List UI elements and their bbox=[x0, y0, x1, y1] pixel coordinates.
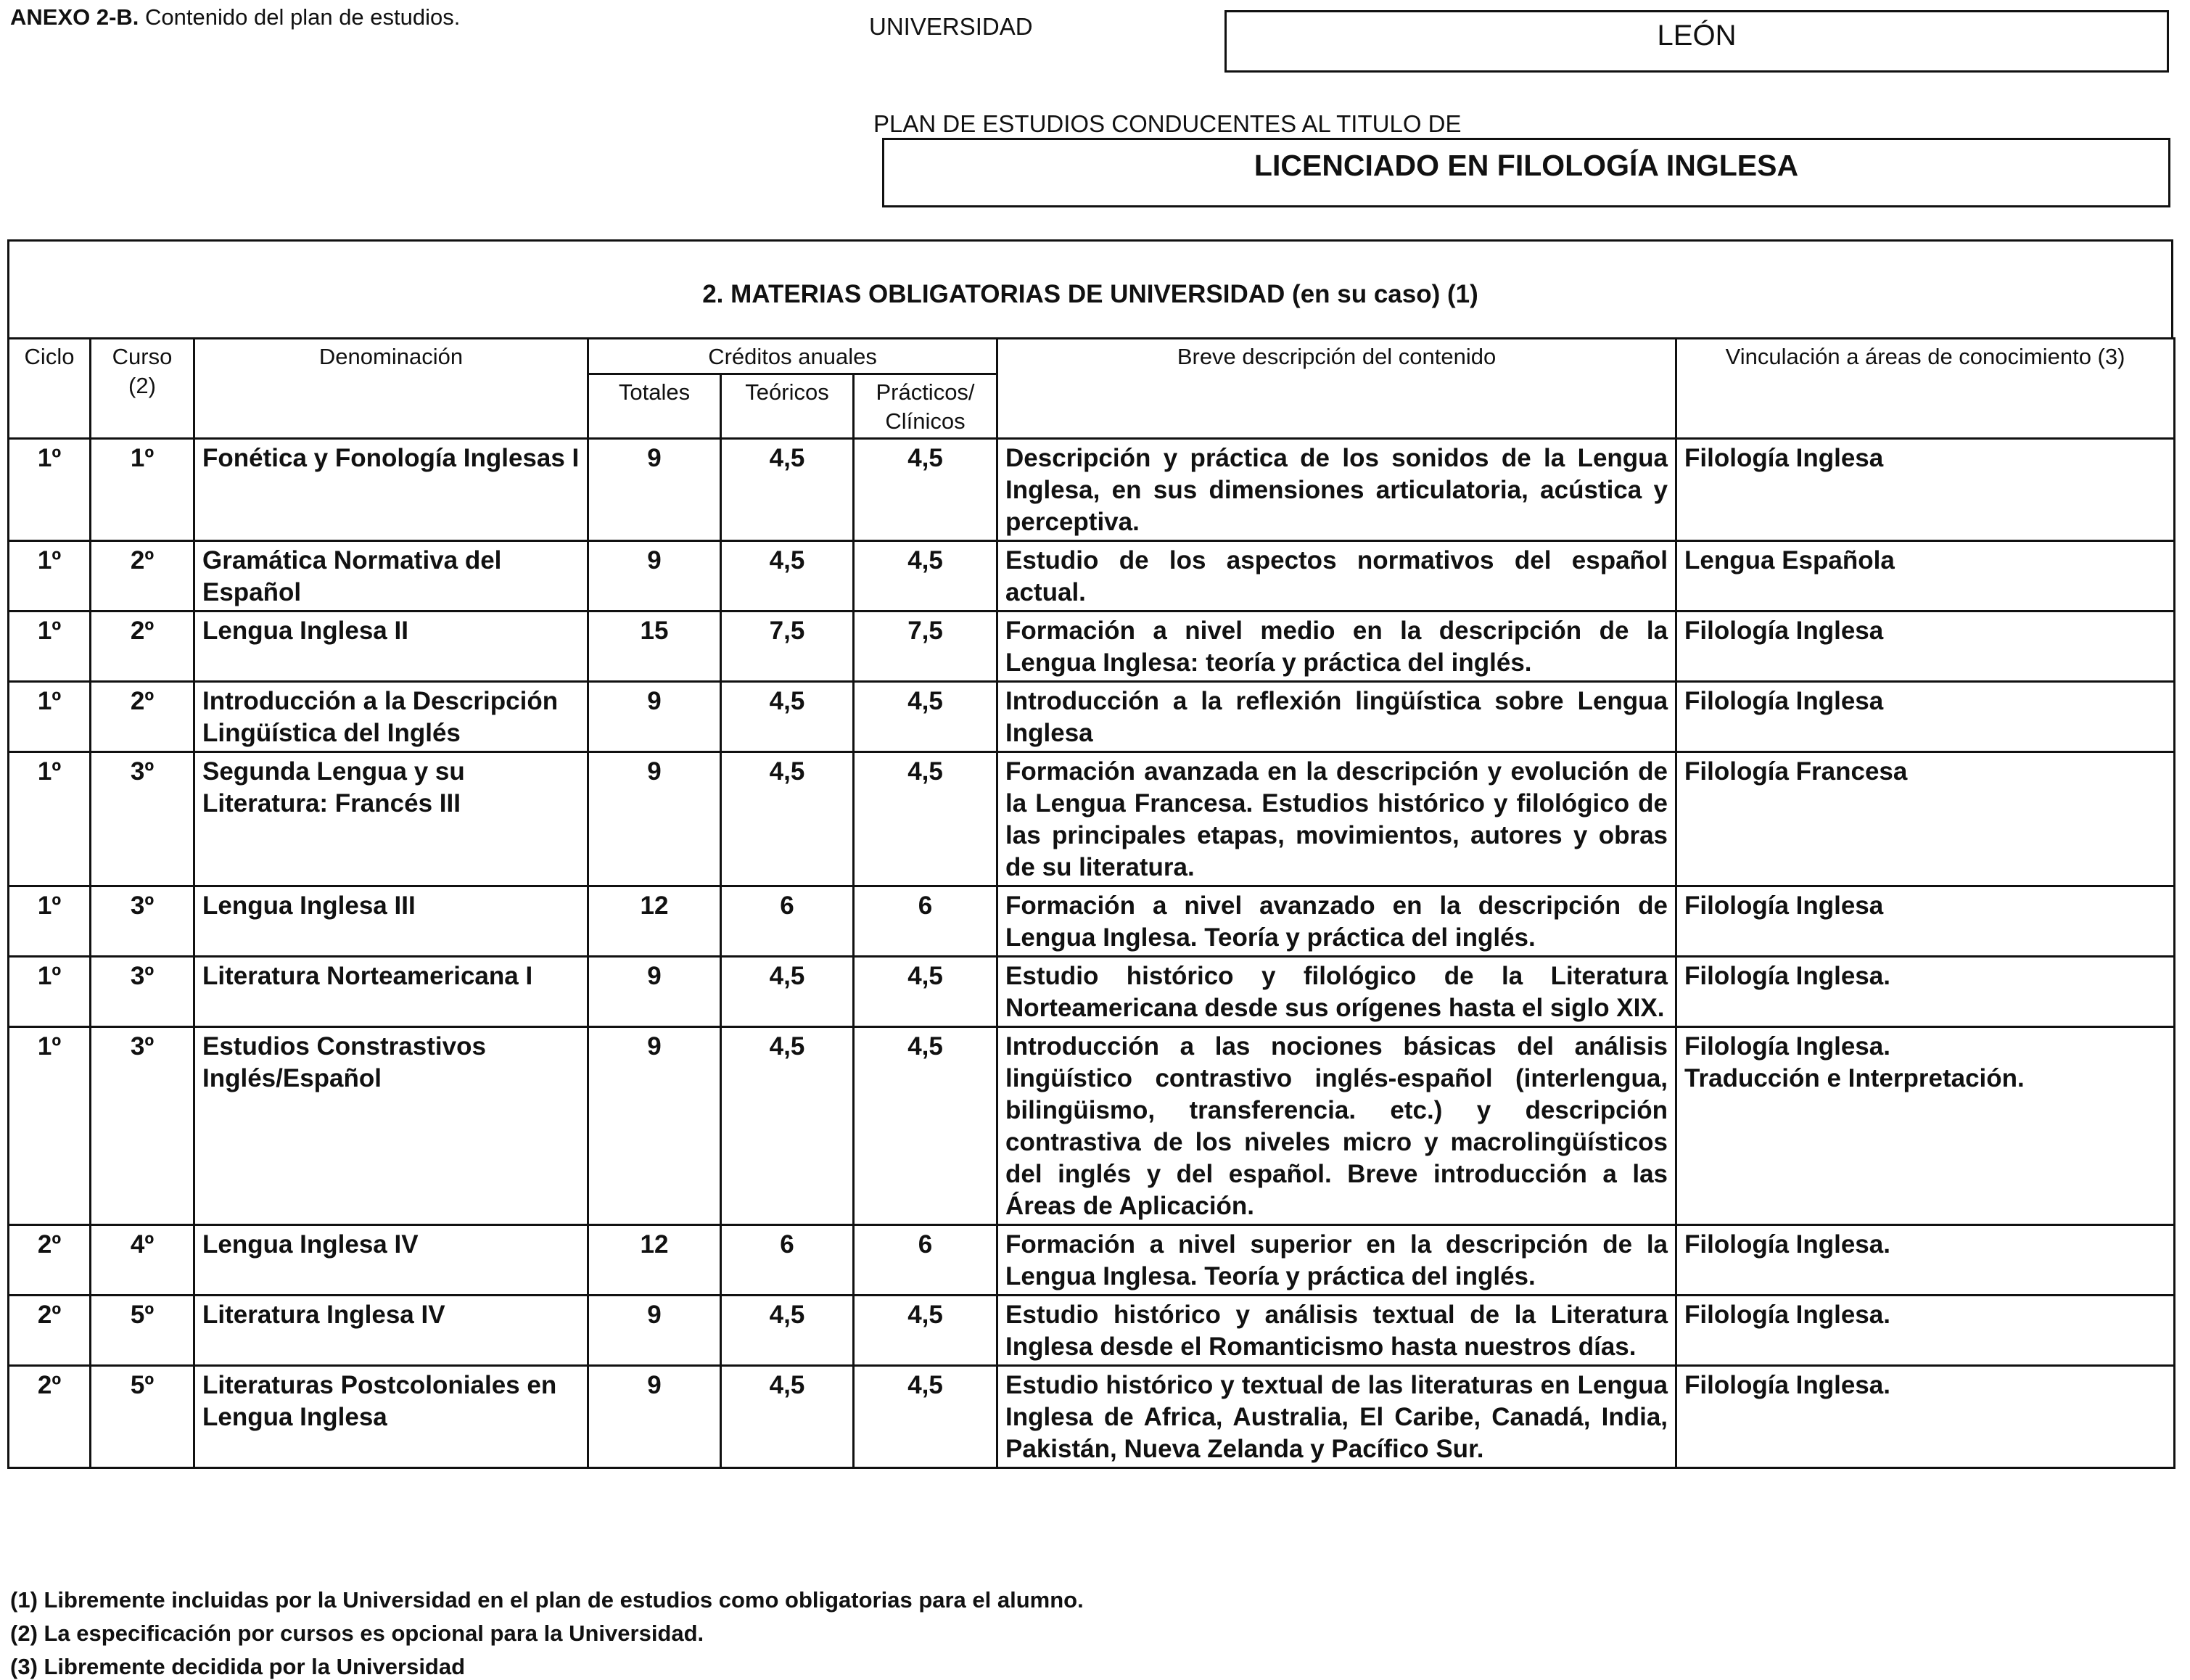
cell-vinculacion: Filología Inglesa bbox=[1676, 612, 2175, 682]
cell-ciclo: 1º bbox=[9, 612, 91, 682]
cell-curso: 3º bbox=[91, 957, 194, 1027]
table-header-row bbox=[9, 339, 2175, 374]
cell-denominacion: Literatura Norteamericana I bbox=[194, 957, 588, 1027]
cell-practicos: 4,5 bbox=[854, 1027, 997, 1225]
cell-totales: 9 bbox=[588, 439, 721, 541]
cell-curso: 3º bbox=[91, 1027, 194, 1225]
cell-vinculacion: Filología Inglesa bbox=[1676, 682, 2175, 752]
cell-curso: 3º bbox=[91, 886, 194, 957]
cell-descripcion: Estudio de los aspectos normativos del español actual. bbox=[997, 541, 1676, 612]
cell-vinculacion bbox=[1676, 1027, 2175, 1225]
cell-teoricos: 4,5 bbox=[721, 682, 854, 752]
cell-ciclo: 1º bbox=[9, 682, 91, 752]
col-header-totales: Totales bbox=[588, 374, 721, 439]
footnote: (2) La especificación por cursos es opcional para la Universidad. bbox=[10, 1621, 704, 1646]
cell-denominacion: Segunda Lengua y su Literatura: Francés III bbox=[194, 752, 588, 886]
cell-totales: 9 bbox=[588, 1027, 721, 1225]
cell-ciclo: 2º bbox=[9, 1296, 91, 1366]
col-header-vinculacion: Vinculación a áreas de conocimiento (3) bbox=[1676, 339, 2175, 439]
table-row bbox=[9, 1366, 2175, 1468]
curso-note: (2) bbox=[128, 373, 156, 398]
cell-vinculacion: Filología Inglesa. bbox=[1676, 957, 2175, 1027]
cell-curso: 2º bbox=[91, 682, 194, 752]
cell-denominacion: Estudios Constrastivos Inglés/Español bbox=[194, 1027, 588, 1225]
cell-ciclo: 1º bbox=[9, 541, 91, 612]
cell-vinculacion: Filología Inglesa bbox=[1676, 439, 2175, 541]
cell-descripcion: Estudio histórico y textual de las literaturas en Lengua Inglesa de Africa, Australia, El Caribe, Canadá, India, Pakistán, Nueva Zelanda y Pacífico Sur. bbox=[997, 1366, 1676, 1468]
table-row bbox=[9, 541, 2175, 612]
cell-denominacion: Introducción a la Descripción Lingüística del Inglés bbox=[194, 682, 588, 752]
col-header-ciclo: Ciclo bbox=[9, 339, 91, 439]
cell-totales: 12 bbox=[588, 886, 721, 957]
annex-label: ANEXO 2-B. bbox=[10, 4, 139, 30]
cell-practicos: 6 bbox=[854, 886, 997, 957]
cell-teoricos: 4,5 bbox=[721, 752, 854, 886]
table-row bbox=[9, 957, 2175, 1027]
cell-descripcion: Formación avanzada en la descripción y evolución de la Lengua Francesa. Estudios histórico y filológico de las principales etapas, movimientos, autores y obras de su literatura. bbox=[997, 752, 1676, 886]
cell-teoricos: 4,5 bbox=[721, 957, 854, 1027]
cell-teoricos: 4,5 bbox=[721, 1296, 854, 1366]
cell-curso: 2º bbox=[91, 612, 194, 682]
cell-totales: 15 bbox=[588, 612, 721, 682]
table-row bbox=[9, 612, 2175, 682]
cell-teoricos: 6 bbox=[721, 886, 854, 957]
cell-practicos: 7,5 bbox=[854, 612, 997, 682]
annex-text: Contenido del plan de estudios. bbox=[145, 4, 461, 30]
plan-label: PLAN DE ESTUDIOS CONDUCENTES AL TITULO DE bbox=[873, 110, 1462, 137]
cell-practicos: 4,5 bbox=[854, 1296, 997, 1366]
cell-teoricos: 4,5 bbox=[721, 439, 854, 541]
cell-descripcion: Formación a nivel superior en la descripción de la Lengua Inglesa. Teoría y práctica del inglés. bbox=[997, 1225, 1676, 1296]
university-value: LEÓN bbox=[1657, 20, 1737, 52]
cell-teoricos: 7,5 bbox=[721, 612, 854, 682]
cell-descripcion: Introducción a las nociones básicas del análisis lingüístico contrastivo inglés-español (interlengua, bilingüismo, transferencia. etc.) y descripción contrastiva de los niveles micro y macrolingüísticos del inglés y del español. Breve introducción a las Áreas de Aplicación. bbox=[997, 1027, 1676, 1225]
cell-teoricos: 6 bbox=[721, 1225, 854, 1296]
cell-practicos: 4,5 bbox=[854, 439, 997, 541]
cell-practicos: 4,5 bbox=[854, 541, 997, 612]
cell-denominacion: Gramática Normativa del Español bbox=[194, 541, 588, 612]
table-row bbox=[9, 1225, 2175, 1296]
cell-curso: 5º bbox=[91, 1296, 194, 1366]
cell-descripcion: Estudio histórico y filológico de la Literatura Norteamericana desde sus orígenes hasta el siglo XIX. bbox=[997, 957, 1676, 1027]
cell-ciclo: 1º bbox=[9, 439, 91, 541]
cell-denominacion: Lengua Inglesa IV bbox=[194, 1225, 588, 1296]
cell-vinculacion: Filología Inglesa. bbox=[1676, 1366, 2175, 1468]
cell-vinculacion: Filología Inglesa. bbox=[1676, 1296, 2175, 1366]
cell-curso: 4º bbox=[91, 1225, 194, 1296]
cell-ciclo: 1º bbox=[9, 1027, 91, 1225]
col-header-creditos: Créditos anuales bbox=[588, 339, 997, 374]
cell-teoricos: 4,5 bbox=[721, 1027, 854, 1225]
cell-totales: 9 bbox=[588, 1366, 721, 1468]
cell-curso: 1º bbox=[91, 439, 194, 541]
cell-practicos: 6 bbox=[854, 1225, 997, 1296]
cell-denominacion: Literatura Inglesa IV bbox=[194, 1296, 588, 1366]
cell-teoricos: 4,5 bbox=[721, 541, 854, 612]
table-row bbox=[9, 439, 2175, 541]
col-header-teoricos: Teóricos bbox=[721, 374, 854, 439]
cell-vinculacion: Filología Inglesa. bbox=[1676, 1225, 2175, 1296]
cell-descripcion: Formación a nivel avanzado en la descripción de Lengua Inglesa. Teoría y práctica del inglés. bbox=[997, 886, 1676, 957]
col-header-descripcion: Breve descripción del contenido bbox=[997, 339, 1676, 439]
cell-practicos: 4,5 bbox=[854, 682, 997, 752]
university-box bbox=[1224, 10, 2169, 73]
cell-totales: 9 bbox=[588, 752, 721, 886]
cell-practicos: 4,5 bbox=[854, 752, 997, 886]
cell-denominacion: Lengua Inglesa III bbox=[194, 886, 588, 957]
annex-heading bbox=[10, 4, 460, 30]
section-title: 2. MATERIAS OBLIGATORIAS DE UNIVERSIDAD (en su caso) (1) bbox=[702, 280, 1478, 308]
university-label: UNIVERSIDAD bbox=[869, 13, 1033, 40]
cell-totales: 9 bbox=[588, 682, 721, 752]
subjects-table bbox=[7, 337, 2175, 1469]
cell-totales: 12 bbox=[588, 1225, 721, 1296]
vinculacion-line: Traducción e Interpretación. bbox=[1684, 1064, 2025, 1092]
col-header-curso: Curso (2) bbox=[91, 339, 194, 439]
footnote: (1) Libremente incluidas por la Universidad en el plan de estudios como obligatorias para el alumno. bbox=[10, 1587, 1084, 1613]
cell-curso: 3º bbox=[91, 752, 194, 886]
cell-ciclo: 1º bbox=[9, 752, 91, 886]
cell-descripcion: Introducción a la reflexión lingüística sobre Lengua Inglesa bbox=[997, 682, 1676, 752]
cell-totales: 9 bbox=[588, 957, 721, 1027]
table-row bbox=[9, 886, 2175, 957]
cell-ciclo: 2º bbox=[9, 1225, 91, 1296]
col-header-denominacion: Denominación bbox=[194, 339, 588, 439]
cell-curso: 5º bbox=[91, 1366, 194, 1468]
cell-vinculacion: Lengua Española bbox=[1676, 541, 2175, 612]
cell-practicos: 4,5 bbox=[854, 1366, 997, 1468]
table-row bbox=[9, 1296, 2175, 1366]
cell-descripcion: Estudio histórico y análisis textual de la Literatura Inglesa desde el Romanticismo hasta nuestros días. bbox=[997, 1296, 1676, 1366]
cell-descripcion: Descripción y práctica de los sonidos de la Lengua Inglesa, en sus dimensiones articulatoria, acústica y perceptiva. bbox=[997, 439, 1676, 541]
table-row bbox=[9, 682, 2175, 752]
cell-vinculacion: Filología Inglesa bbox=[1676, 886, 2175, 957]
cell-denominacion: Fonética y Fonología Inglesas I bbox=[194, 439, 588, 541]
footnote: (3) Libremente decidida por la Universidad bbox=[10, 1654, 466, 1679]
cell-vinculacion: Filología Francesa bbox=[1676, 752, 2175, 886]
table-row bbox=[9, 752, 2175, 886]
degree-title: LICENCIADO EN FILOLOGÍA INGLESA bbox=[1254, 149, 1799, 182]
cell-teoricos: 4,5 bbox=[721, 1366, 854, 1468]
vinculacion-line: Filología Inglesa. bbox=[1684, 1032, 1890, 1061]
col-header-practicos: Prácticos/ Clínicos bbox=[854, 374, 997, 439]
cell-totales: 9 bbox=[588, 541, 721, 612]
cell-denominacion: Literaturas Postcoloniales en Lengua Inglesa bbox=[194, 1366, 588, 1468]
cell-totales: 9 bbox=[588, 1296, 721, 1366]
degree-title-box bbox=[882, 138, 2170, 207]
cell-ciclo: 1º bbox=[9, 886, 91, 957]
cell-ciclo: 1º bbox=[9, 957, 91, 1027]
cell-practicos: 4,5 bbox=[854, 957, 997, 1027]
cell-descripcion: Formación a nivel medio en la descripción de la Lengua Inglesa: teoría y práctica del inglés. bbox=[997, 612, 1676, 682]
cell-ciclo: 2º bbox=[9, 1366, 91, 1468]
cell-curso: 2º bbox=[91, 541, 194, 612]
section-header-box bbox=[7, 239, 2173, 338]
cell-denominacion: Lengua Inglesa II bbox=[194, 612, 588, 682]
table-row bbox=[9, 1027, 2175, 1225]
